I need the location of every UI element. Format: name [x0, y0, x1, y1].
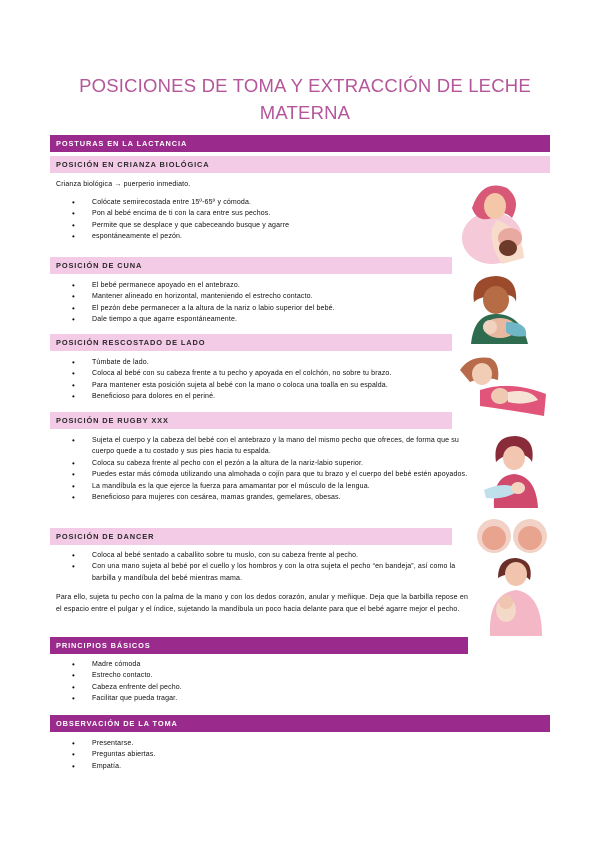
- cradle-position-illustration: [466, 272, 542, 344]
- list-item: • Mantener alineado en horizontal, manteniendo el estrecho contacto.: [72, 291, 452, 302]
- list-item: • espontáneamente el pezón.: [72, 231, 452, 242]
- recostado-list: [72, 357, 457, 403]
- heading-rugby: POSICIÓN DE RUGBY XXX: [50, 412, 452, 429]
- list-item: • Coloca al bebé con su cabeza frente a tu pecho y apoyada en el colchón, no sobre tu brazo.: [72, 368, 457, 379]
- rugby-hold-illustration: [476, 432, 546, 508]
- principios-list: [72, 659, 372, 705]
- dancer-list: [72, 550, 472, 584]
- heading-cuna: POSICIÓN DE CUNA: [50, 257, 452, 274]
- list-item: • Dale tiempo a que agarre espontáneamente.: [72, 314, 452, 325]
- cuna-list: [72, 280, 452, 326]
- list-item: • Preguntas abiertas.: [72, 749, 372, 760]
- biological-nurturing-illustration: [462, 178, 542, 266]
- list-item: • Para mantener esta posición sujeta al bebé con la mano o coloca una toalla en su espalda.: [72, 380, 457, 391]
- list-item: • Pon al bebé encima de ti con la cara entre sus pechos.: [72, 208, 452, 219]
- dancer-hold-illustration: [476, 518, 550, 636]
- side-lying-position-illustration: [460, 350, 550, 420]
- list-item: • Coloca al bebé sentado a caballito sobre tu muslo, con su cabeza frente al pecho.: [72, 550, 472, 561]
- list-item: • Empatía.: [72, 761, 372, 772]
- list-item: • Estrecho contacto.: [72, 670, 372, 681]
- page-title: POSICIONES DE TOMA Y EXTRACCIÓN DE LECHE MATERNA: [79, 75, 531, 123]
- list-item: • El pezón debe permanecer a la altura de la nariz o labio superior del bebé.: [72, 303, 452, 314]
- list-item: • Beneficioso para dolores en el periné.: [72, 391, 457, 402]
- observacion-list: [72, 738, 372, 772]
- list-item: • Madre cómoda: [72, 659, 372, 670]
- list-item: • Facilitar que pueda tragar.: [72, 693, 372, 704]
- section-bar-principios: PRINCIPIOS BÁSICOS: [50, 637, 468, 654]
- section-bar-observacion: OBSERVACIÓN DE LA TOMA: [50, 715, 550, 732]
- heading-dancer: POSICIÓN DE DANCER: [50, 528, 452, 545]
- list-item: • Sujeta el cuerpo y la cabeza del bebé con el antebrazo y la mano del mismo pecho que ofreces, de forma que su cuerpo quede a tu costado y sus pies hacia tu espalda.: [72, 435, 472, 458]
- heading-crianza-biologica: POSICIÓN EN CRIANZA BIOLÓGICA: [50, 156, 550, 173]
- section-bar-posturas: POSTURAS EN LA LACTANCIA: [50, 135, 550, 152]
- rugby-list: [72, 435, 472, 503]
- list-item: • Beneficioso para mujeres con cesárea, mamas grandes, gemelares, obesas.: [72, 492, 472, 503]
- list-item: • Coloca su cabeza frente al pecho con el pezón a la altura de la nariz-labio superior.: [72, 458, 472, 469]
- list-item: • Puedes estar más cómoda utilizando una almohada o cojín para que tu brazo y el cuerpo del bebé estén apoyados.: [72, 469, 472, 480]
- list-item: • Permite que se desplace y que cabeceando busque y agarre: [72, 220, 452, 231]
- list-item: • Presentarse.: [72, 738, 372, 749]
- list-item: • Con una mano sujeta al bebé por el cuello y los hombros y con la otra sujeta el pecho “en bandeja”, así como la barbilla y mandíbula del bebé mientras mama.: [72, 561, 472, 584]
- biologica-list: [72, 197, 452, 243]
- list-item: • Colócate semirecostada entre 15º-65º y cómoda.: [72, 197, 452, 208]
- dancer-paragraph: Para ello, sujeta tu pecho con la palma de la mano y con los dedos corazón, anular y meñique. Deja que la barbilla repose en el espacio entre el pulgar y el índice, sujetando la mandíbula un poco hacia delante para que el bebé agarre mejor el pecho.: [56, 594, 468, 613]
- list-item: • La mandíbula es la que ejerce la fuerza para amamantar por el músculo de la lengua.: [72, 481, 472, 492]
- list-item: • Cabeza enfrente del pecho.: [72, 682, 372, 693]
- list-item: • El bebé permanece apoyado en el antebrazo.: [72, 280, 452, 291]
- biologica-intro: Crianza biológica → puerperio inmediato.: [56, 181, 191, 188]
- heading-recostado: POSICIÓN RESCOSTADO DE LADO: [50, 334, 452, 351]
- list-item: • Túmbate de lado.: [72, 357, 457, 368]
